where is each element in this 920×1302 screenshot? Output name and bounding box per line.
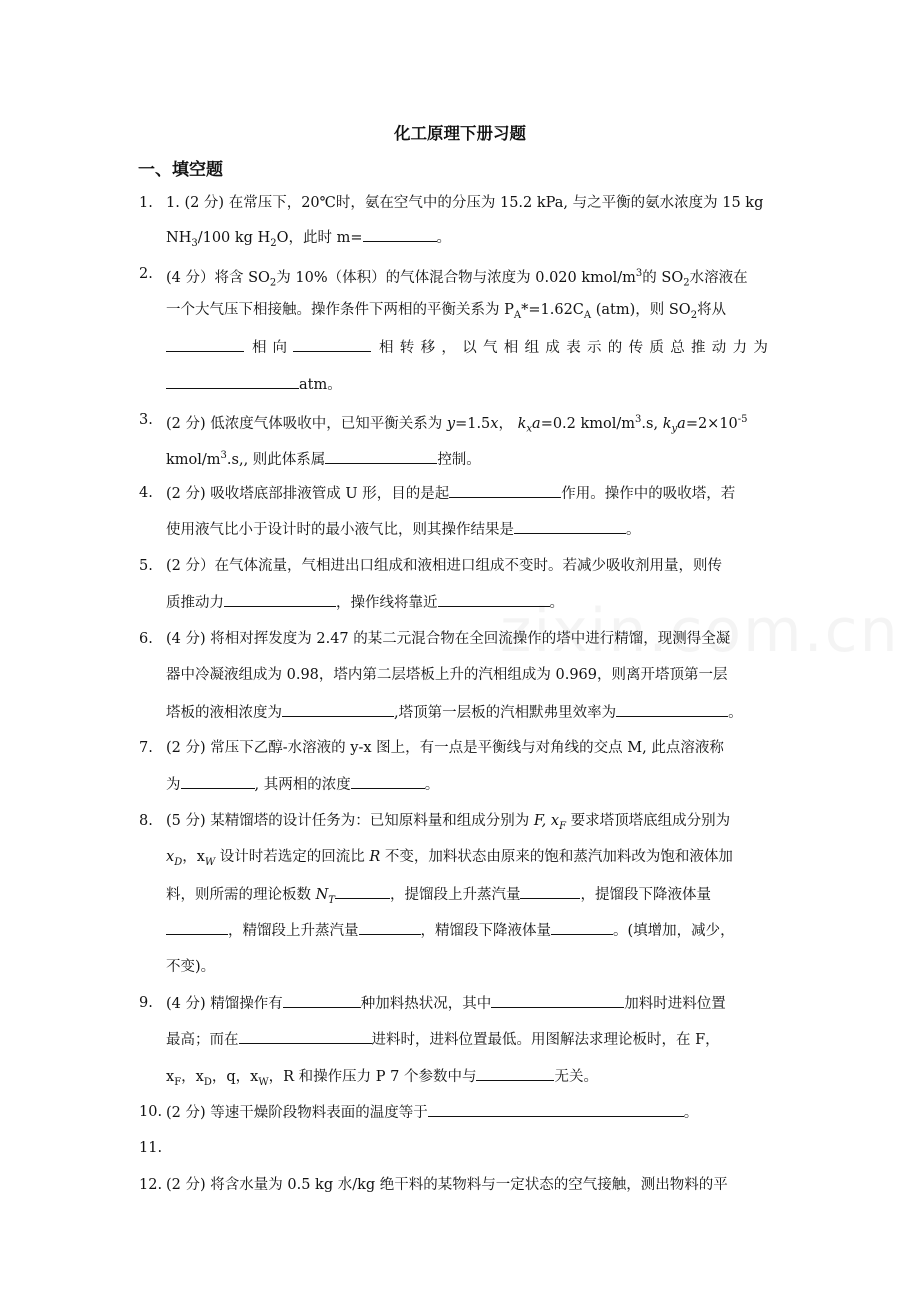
question-number: 1. <box>139 195 153 211</box>
question-text: 1. (2 分) 在常压下，20℃时，氨在空气中的分压为 15.2 kPa, 与之平衡的氨水浓度为 15 kg <box>166 195 764 211</box>
answer-blank[interactable] <box>616 702 728 717</box>
section-heading: 一、填空题 <box>138 160 223 180</box>
answer-blank[interactable] <box>438 592 550 607</box>
answer-blank[interactable] <box>166 337 244 352</box>
answer-blank[interactable] <box>181 774 255 789</box>
answer-blank[interactable] <box>428 1102 684 1117</box>
answer-blank[interactable] <box>520 884 580 899</box>
document-page: 化工原理下册习题 一、填空题 1. 1. (2 分) 在常压下，20℃时，氨在空气中的分压为 15.2 kPa, 与之平衡的氨水浓度为 15 kg $NH_3/100$ kg $H_2O$，此时 m= 。 2. (4 分）将含 $SO_2$为 10%（体积）的气体混合物与浓度为 0.020 kmol/$m^3$的 $SO_2$水溶液在 一个大气压下相接触。操作条件下两相的平衡关系为 $P_A*=1.62C_A$ (atm)，则 $SO_2$将从 相向 相转移，以气相组成表示的传质总推动力为 atm。 3. (2 分) 低浓度气体吸收中，已知平衡关系为 y=1.5x， $k_xa=0.2$ kmol/$m^3.s$, $k_ya=2\times 10^{-5}$ kmol/$m^3.s$,, 则此体系属 控制。 4. (2 分) 吸收塔底部排液管成 U 形，目的是起 作用。操作中的吸收塔，若 使用液气比小于设计时的最小液气比，则其操作结果是 。 5. (2 分）在气体流量，气相进出口组成和液相进口组成不变时。若减少吸收剂用量，则传 质推动力 ，操作线将靠近 。 6. (4 分) 将相对挥发度为 2.47 的某二元混合物在全回流操作的塔中进行精馏，现测得全凝 器中冷凝液组成为 0.98，塔内第二层塔板上升的汽相组成为 0.969，则离开塔顶第一层 塔板的液相浓度为 ,塔顶第一层板的汽相默弗里效率为 。 7. (2 分) 常压下乙醇-水溶液的 y-x 图上，有一点是平衡线与对角线的交点 M, 此点溶液称 为 , 其两相的浓度 。 8. (5 分) 某精馏塔的设计任务为：已知原料量和组成分别为 F, $x_F$ 要求塔顶塔底组成分别为 $x_D$，$x_W$ 设计时若选定的回流比 R 不变，加料状态由原来的饱和蒸汽加料改为饱和液体加 料，则所需的理论板数 $N_T$ ，提馏段上升蒸汽量 ，提馏段下降液体量 ，精馏段上升蒸汽量 ，精馏段下降液体量 。(填增加，减少， 不变)。 9. (4 分) 精馏操作有 种加料热状况，其中 加料时进料位置 最高；而在 进料时，进料位置最低。用图解法求理论板时，在 F， $x_F$，$x_D$，q，$x_W$，R 和操作压力 P 7 个参数中与 无关。 10. (2 分) 等速干燥阶段物料表面的温度等于 。 11. 12. (2 分) 将含水量为 0.5 kg 水/kg 绝干料的某物料与一定状态的空气接触，测出物料的平 <box>0 0 920 1302</box>
answer-blank[interactable] <box>351 774 425 789</box>
answer-blank[interactable] <box>476 1066 554 1081</box>
answer-blank[interactable] <box>514 519 626 534</box>
answer-blank[interactable] <box>166 374 299 389</box>
answer-blank[interactable] <box>359 920 421 935</box>
answer-blank[interactable] <box>282 702 394 717</box>
page-title: 化工原理下册习题 <box>394 124 526 143</box>
answer-blank[interactable] <box>449 483 561 498</box>
answer-blank[interactable] <box>239 1029 372 1044</box>
answer-blank[interactable] <box>363 227 437 242</box>
answer-blank[interactable] <box>224 592 336 607</box>
answer-blank[interactable] <box>293 337 371 352</box>
answer-blank[interactable] <box>335 884 390 899</box>
answer-blank[interactable] <box>551 920 613 935</box>
answer-blank[interactable] <box>325 449 437 464</box>
answer-blank[interactable] <box>166 920 228 935</box>
answer-blank[interactable] <box>283 993 361 1008</box>
answer-blank[interactable] <box>491 993 624 1008</box>
